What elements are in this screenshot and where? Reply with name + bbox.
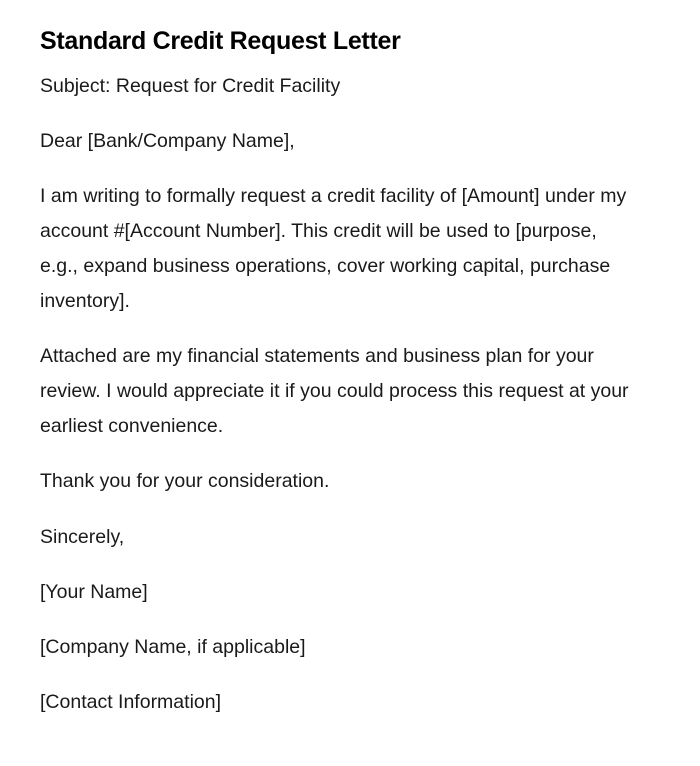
- letter-closing: Sincerely,: [40, 526, 125, 548]
- letter-greeting: Dear [Bank/Company Name],: [40, 130, 295, 152]
- letter-subject: Subject: Request for Credit Facility: [40, 75, 341, 97]
- signature-company: [Company Name, if applicable]: [40, 636, 306, 658]
- letter-paragraph-request: I am writing to formally request a credit facility of [Amount] under my account #[Account Number]. This credit will be used to [purpose, e.g., expand business operations, cover working capital, purchase inventory].: [40, 185, 627, 312]
- signature-contact: [Contact Information]: [40, 691, 222, 713]
- letter-title: Standard Credit Request Letter: [40, 27, 401, 55]
- letter-paragraph-attachments: Attached are my financial statements and business plan for your review. I would appreciate it if you could process this request at your earliest convenience.: [40, 345, 629, 437]
- letter-document: [40, 24, 640, 720]
- signature-name: [Your Name]: [40, 581, 148, 603]
- letter-thanks: Thank you for your consideration.: [40, 470, 330, 492]
